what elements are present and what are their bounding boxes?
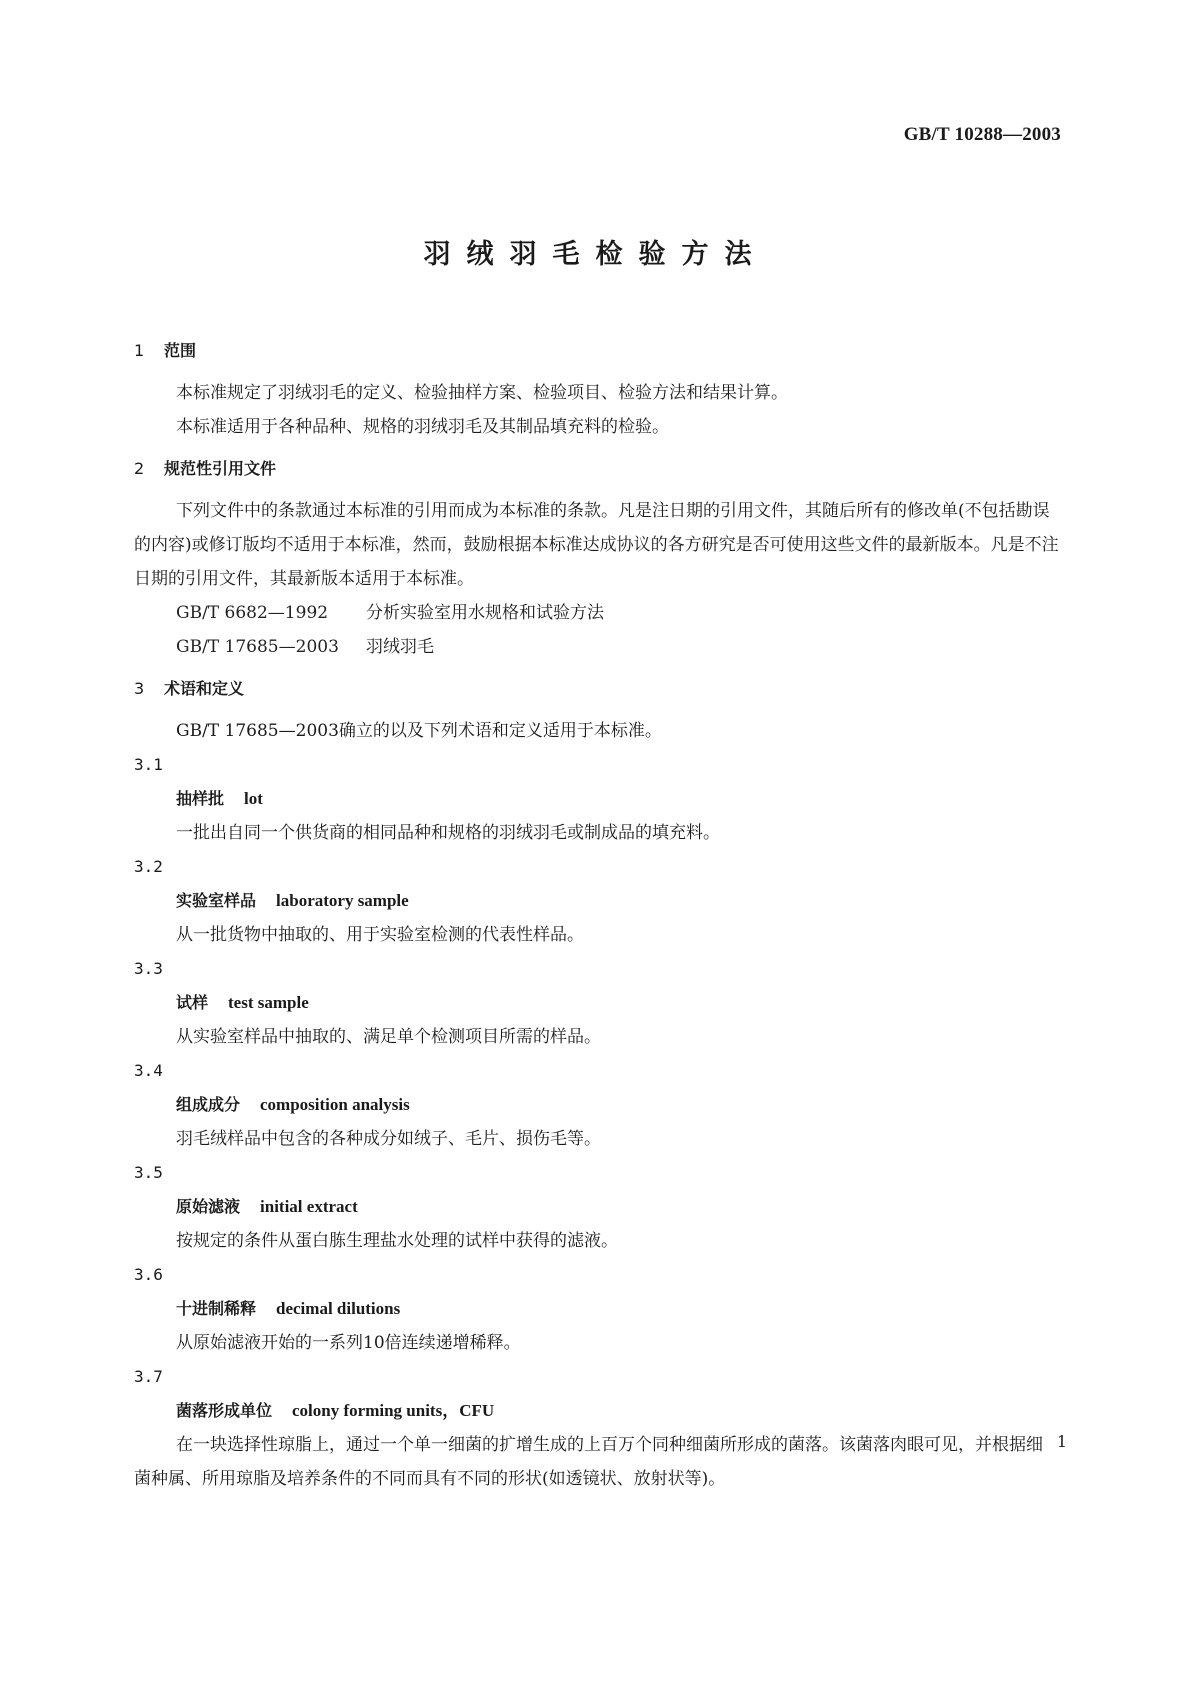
reference-title: 羽绒羽毛 xyxy=(366,637,434,657)
reference-item xyxy=(134,596,1059,630)
section-title: 规范性引用文件 xyxy=(164,459,277,478)
term-definition: 从一批货物中抽取的、用于实验室检测的代表性样品。 xyxy=(176,925,584,945)
paragraph: 本标准规定了羽绒羽毛的定义、检验抽样方案、检验项目、检验方法和结果计算。 xyxy=(176,383,788,403)
term-name-zh: 菌落形成单位 xyxy=(176,1401,273,1420)
term-definition: 按规定的条件从蛋白胨生理盐水处理的试样中获得的滤液。 xyxy=(176,1231,618,1251)
section-heading-terms-definitions xyxy=(134,672,1059,706)
section-title: 术语和定义 xyxy=(164,679,245,698)
section-number: 2 xyxy=(134,459,145,478)
reference-code: GB/T 6682—1992 xyxy=(176,603,329,623)
term-definition: 从实验室样品中抽取的、满足单个检测项目所需的样品。 xyxy=(176,1027,601,1047)
term-definition: 羽毛绒样品中包含的各种成分如绒子、毛片、损伤毛等。 xyxy=(176,1129,601,1149)
term-number: 3.4 xyxy=(134,1061,163,1080)
term-name xyxy=(134,1190,1059,1224)
term-definition: 从原始滤液开始的一系列10倍连续递增稀释。 xyxy=(176,1333,521,1353)
term-name-zh: 原始滤液 xyxy=(176,1197,241,1216)
document-title: 羽绒羽毛检验方法 xyxy=(423,239,768,270)
document-body xyxy=(134,334,1059,1496)
term-name-en: lot xyxy=(244,789,263,808)
term-name-zh: 组成成分 xyxy=(176,1095,241,1114)
paragraph: GB/T 17685—2003确立的以及下列术语和定义适用于本标准。 xyxy=(176,721,662,741)
term-definition: 一批出自同一个供货商的相同品种和规格的羽绒羽毛或制成品的填充料。 xyxy=(176,823,720,843)
term-name-zh: 实验室样品 xyxy=(176,891,257,910)
section-heading-scope xyxy=(134,334,1059,368)
term-name-zh: 试样 xyxy=(176,993,209,1012)
section-number: 1 xyxy=(134,341,145,360)
term-name xyxy=(134,986,1059,1020)
section-heading-normative-references xyxy=(134,452,1059,486)
term-name-en: laboratory sample xyxy=(276,891,409,910)
term-definition: 在一块选择性琼脂上，通过一个单一细菌的扩增生成的上百万个同种细菌所形成的菌落。该菌落肉眼可见，并根据细菌种属、所用琼脂及培养条件的不同而具有不同的形状(如透镜状、放射状等)。 xyxy=(134,1435,1043,1489)
term-name-zh: 十进制稀释 xyxy=(176,1299,257,1318)
term-number: 3.6 xyxy=(134,1265,163,1284)
term-number: 3.7 xyxy=(134,1367,163,1386)
term-name-zh: 抽样批 xyxy=(176,789,225,808)
term-name-en: test sample xyxy=(228,993,309,1012)
term-name xyxy=(134,1292,1059,1326)
section-number: 3 xyxy=(134,679,145,698)
term-name-en: colony forming units，CFU xyxy=(292,1401,495,1420)
term-number: 3.1 xyxy=(134,755,163,774)
standard-code: GB/T 10288—2003 xyxy=(903,124,1061,145)
term-name xyxy=(134,1088,1059,1122)
term-number: 3.3 xyxy=(134,959,163,978)
section-title: 范围 xyxy=(164,341,197,360)
term-name-en: composition analysis xyxy=(260,1095,410,1114)
term-name xyxy=(134,782,1059,816)
term-name xyxy=(134,1394,1059,1428)
paragraph: 下列文件中的条款通过本标准的引用而成为本标准的条款。凡是注日期的引用文件，其随后所有的修改单(不包括勘误的内容)或修订版均不适用于本标准，然而，鼓励根据本标准达成协议的各方研究是否可使用这些文件的最新版本。凡是不注日期的引用文件，其最新版本适用于本标准。 xyxy=(134,501,1059,589)
reference-item xyxy=(134,630,1059,664)
term-number: 3.2 xyxy=(134,857,163,876)
term-number: 3.5 xyxy=(134,1163,163,1182)
term-name-en: decimal dilutions xyxy=(276,1299,401,1318)
reference-title: 分析实验室用水规格和试验方法 xyxy=(366,603,604,623)
page-number: 1 xyxy=(1056,1432,1067,1451)
term-name-en: initial extract xyxy=(260,1197,358,1216)
paragraph: 本标准适用于各种品种、规格的羽绒羽毛及其制品填充料的检验。 xyxy=(176,417,669,437)
reference-code: GB/T 17685—2003 xyxy=(176,637,339,657)
term-name xyxy=(134,884,1059,918)
